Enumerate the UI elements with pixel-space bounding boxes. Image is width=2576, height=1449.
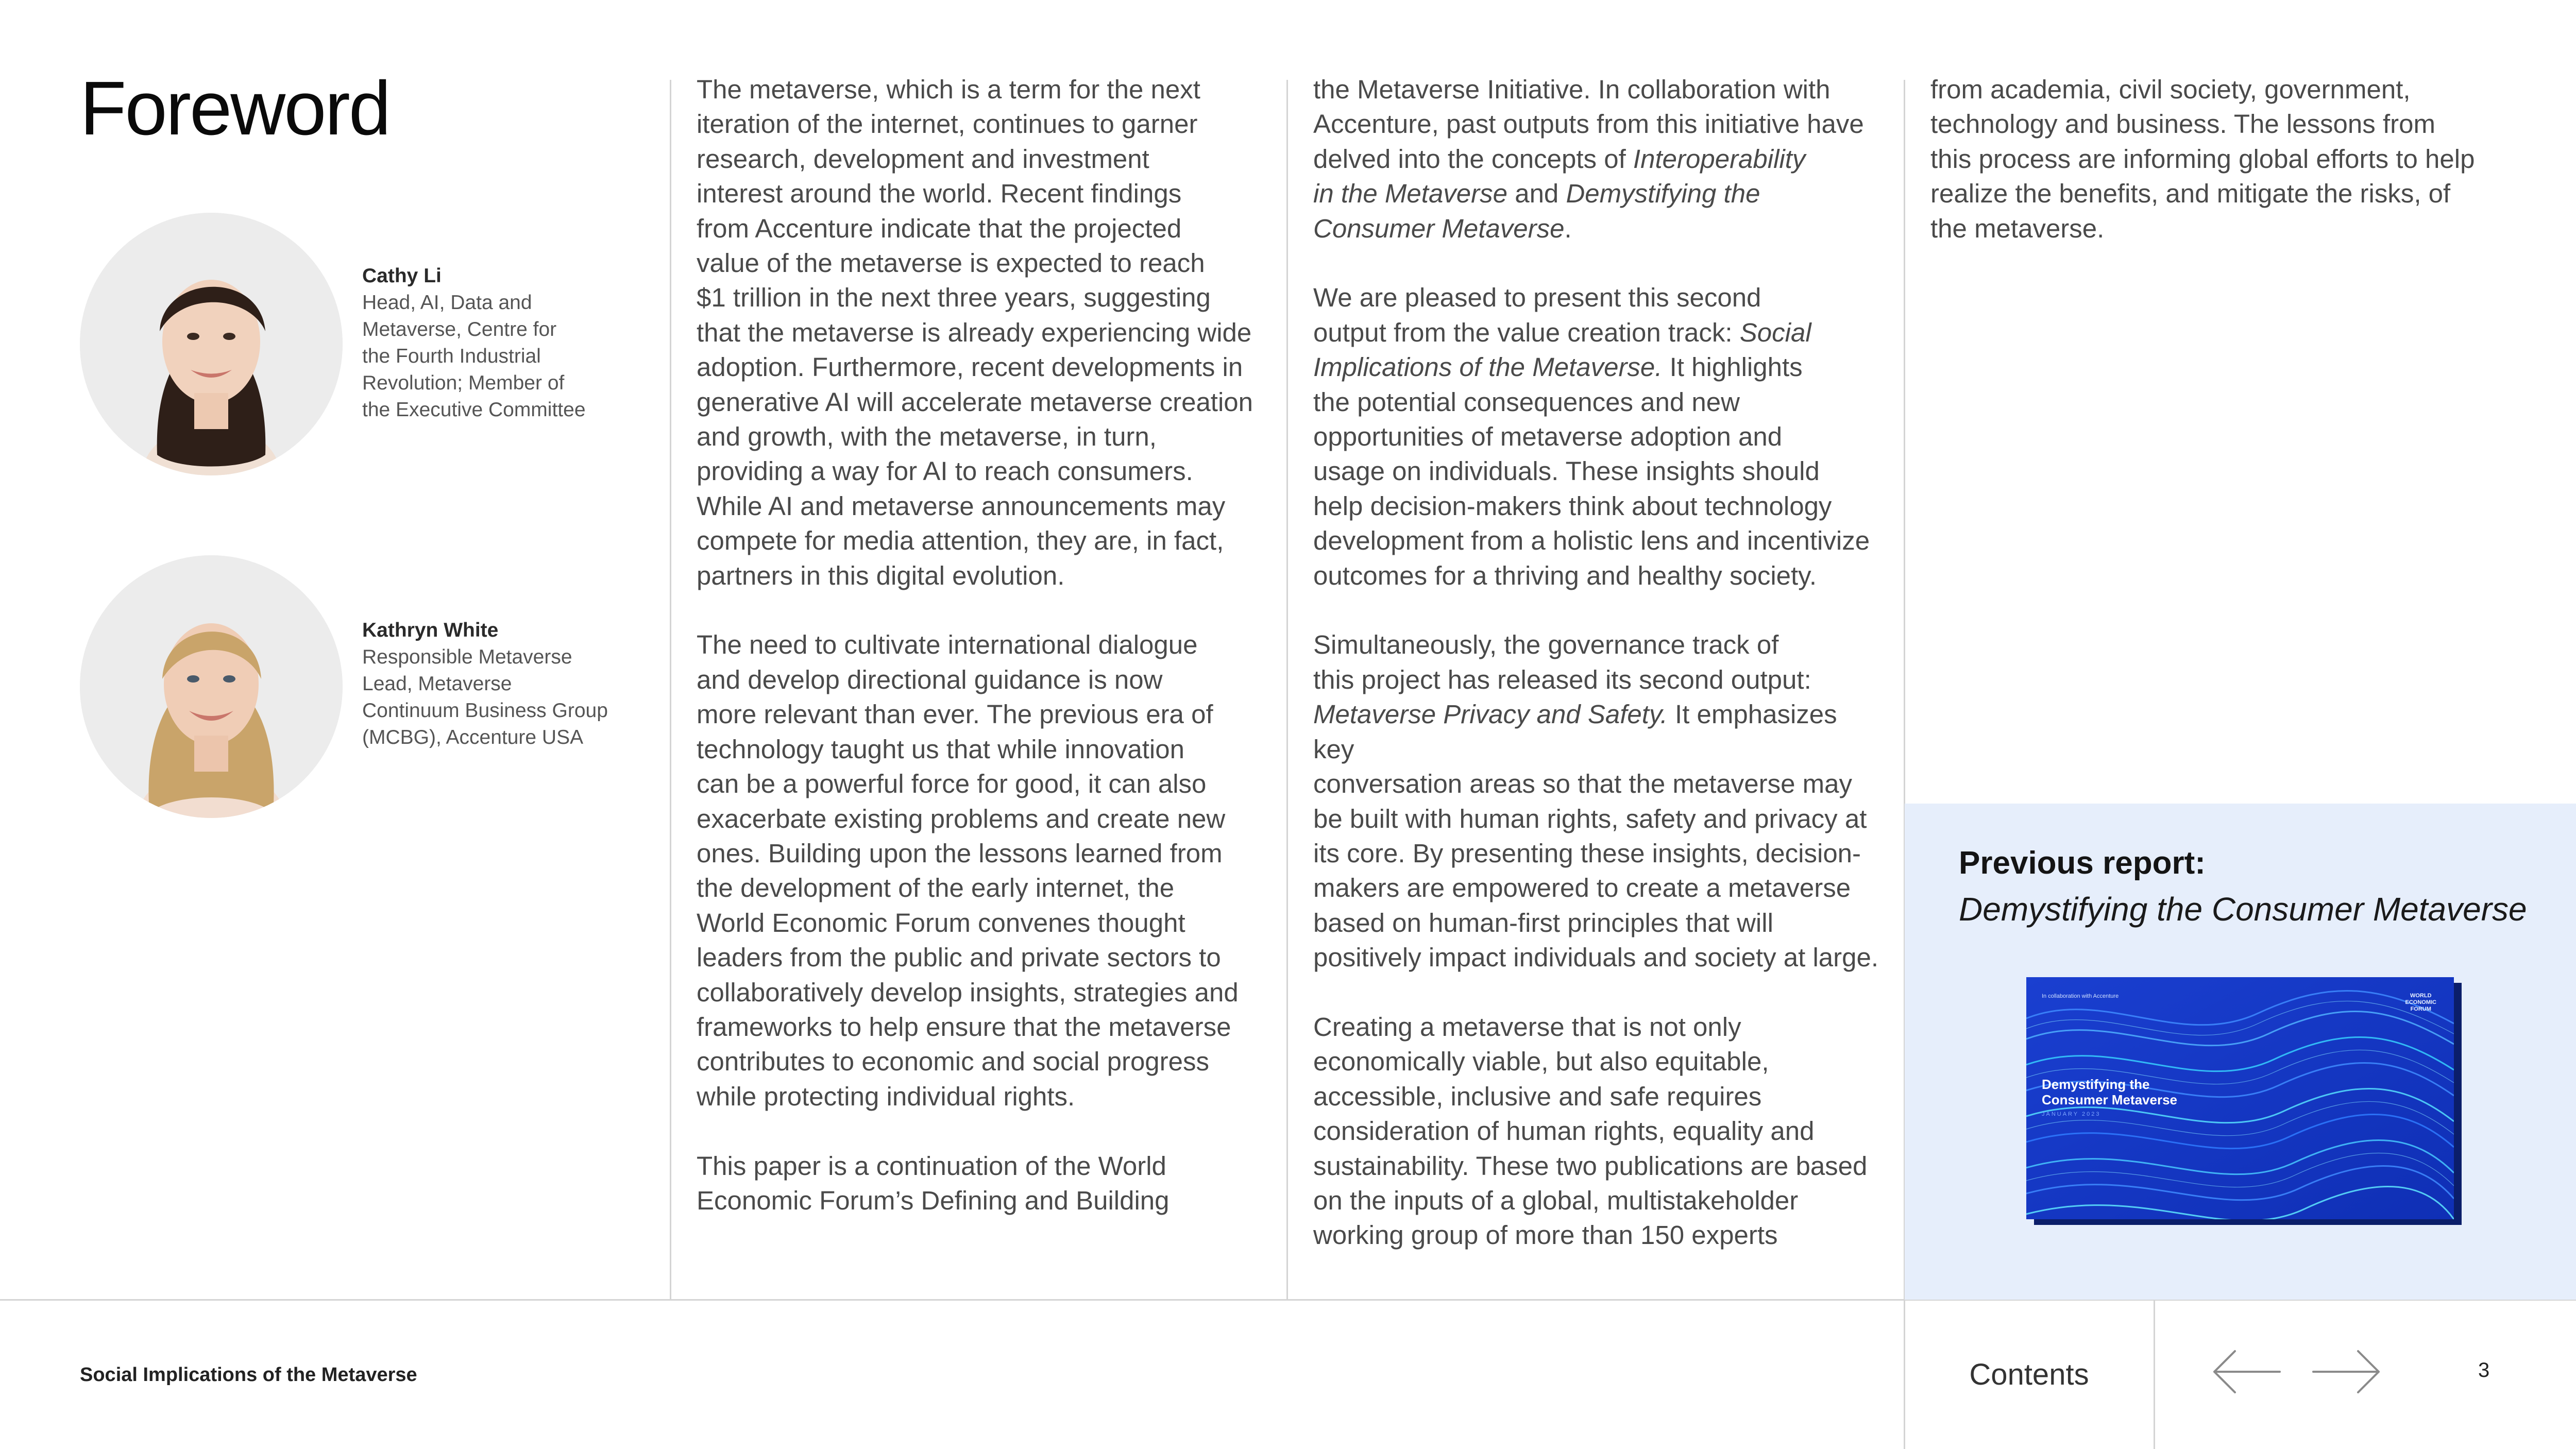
body-line: makers are empowered to create a metaverse <box>1313 873 1851 903</box>
body-line: its core. By presenting these insights, decision- <box>1313 838 1861 868</box>
column-divider <box>670 80 671 1301</box>
body-line: development from a holistic lens and incentivize <box>1313 526 1870 556</box>
body-line: While AI and metaverse announcements may <box>697 491 1226 521</box>
body-line: Simultaneously, the governance track of <box>1313 630 1779 660</box>
logo-line: ECONOMIC <box>2405 999 2436 1005</box>
logo-line: WORLD <box>2410 993 2432 999</box>
body-line: partners in this digital evolution. <box>697 560 1065 590</box>
body-line: the metaverse. <box>1930 213 2105 243</box>
body-line: This paper is a continuation of the World <box>697 1151 1166 1181</box>
body-line: opportunities of metaverse adoption and <box>1313 422 1783 452</box>
body-line: can be a powerful force for good, it can also <box>697 769 1207 799</box>
body-line: contributes to economic and social progress <box>697 1047 1210 1077</box>
author-role-line: Head, AI, Data and <box>362 292 532 314</box>
author-card-kathryn-white <box>362 617 651 751</box>
body-line: technology taught us that while innovation <box>697 734 1184 764</box>
wef-logo <box>2405 993 2437 1013</box>
body-line: The metaverse, which is a term for the next <box>697 75 1200 104</box>
footer-divider <box>2154 1300 2155 1449</box>
cover-title-line: Consumer Metaverse <box>2042 1092 2177 1107</box>
column-divider <box>1286 80 1288 1301</box>
body-line: iteration of the internet, continues to garner <box>697 109 1198 139</box>
body-paragraph <box>697 1149 1268 1218</box>
portrait-image <box>80 213 343 475</box>
body-line: Implications of the Metaverse. It highlights <box>1313 352 1803 382</box>
body-line: the development of the early internet, the <box>697 873 1175 903</box>
body-paragraph <box>1313 1010 1885 1253</box>
author-role-line: (MCBG), Accenture USA <box>362 726 584 748</box>
body-column-3 <box>1930 72 2502 246</box>
footer-report-title: Social Implications of the Metaverse <box>80 1364 417 1386</box>
body-line: interest around the world. Recent findings <box>697 179 1182 209</box>
body-line: Consumer Metaverse. <box>1313 213 1572 243</box>
body-line: from academia, civil society, government, <box>1930 75 2411 104</box>
author-name: Cathy Li <box>362 265 442 287</box>
body-paragraph <box>1930 72 2502 246</box>
author-name: Kathryn White <box>362 619 499 641</box>
body-line: Metaverse Privacy and Safety. It emphasizes key <box>1313 700 1837 764</box>
page-title: Foreword <box>80 66 390 151</box>
body-line: World Economic Forum convenes thought <box>697 908 1185 937</box>
body-line: collaboratively develop insights, strategies and <box>697 977 1239 1007</box>
body-line: and develop directional guidance is now <box>697 664 1163 694</box>
author-card-cathy-li <box>362 263 651 423</box>
body-line: sustainability. These two publications are based <box>1313 1151 1868 1181</box>
body-line: technology and business. The lessons from <box>1930 109 2435 139</box>
body-line: while protecting individual rights. <box>697 1081 1075 1111</box>
body-line: usage on individuals. These insights should <box>1313 456 1820 486</box>
body-line: $1 trillion in the next three years, suggesting <box>697 283 1211 313</box>
body-line: providing a way for AI to reach consumers. <box>697 456 1193 486</box>
portrait-image <box>80 555 343 818</box>
author-role-line: Lead, Metaverse <box>362 673 512 695</box>
body-line: the potential consequences and new <box>1313 387 1740 417</box>
author-photo-cathy-li <box>80 213 343 475</box>
previous-report-cover[interactable] <box>2026 977 2454 1219</box>
body-line: be built with human rights, safety and privacy at <box>1313 804 1867 833</box>
body-line: generative AI will accelerate metaverse creation <box>697 387 1253 417</box>
cover-collab-note: In collaboration with Accenture <box>2042 993 2119 999</box>
arrow-left-icon[interactable] <box>2210 1346 2282 1397</box>
body-line: outcomes for a thriving and healthy society. <box>1313 560 1817 590</box>
logo-line: FORUM <box>2410 1006 2431 1012</box>
body-line: research, development and investment <box>697 144 1149 174</box>
body-line: this project has released its second output: <box>1313 664 1811 694</box>
body-line: more relevant than ever. The previous era of <box>697 700 1213 729</box>
body-line: Creating a metaverse that is not only <box>1313 1012 1741 1042</box>
body-line: accessible, inclusive and safe requires <box>1313 1081 1762 1111</box>
body-line: delved into the concepts of Interoperability <box>1313 144 1806 174</box>
body-line: value of the metaverse is expected to reach <box>697 248 1205 278</box>
body-line: positively impact individuals and society at large. <box>1313 943 1879 973</box>
body-line: ones. Building upon the lessons learned from <box>697 838 1223 868</box>
body-line: economically viable, but also equitable, <box>1313 1047 1769 1077</box>
author-role-line: the Fourth Industrial <box>362 345 541 367</box>
arrow-right-icon[interactable] <box>2311 1346 2383 1397</box>
author-role-line: Metaverse, Centre for <box>362 318 557 340</box>
body-line: consideration of human rights, equality and <box>1313 1116 1815 1146</box>
contents-button[interactable]: Contents <box>1969 1357 2089 1391</box>
author-role-line: the Executive Committee <box>362 399 586 421</box>
body-line: exacerbate existing problems and create new <box>697 804 1226 833</box>
cover-title-line: Demystifying the <box>2042 1077 2150 1092</box>
body-line: in the Metaverse and Demystifying the <box>1313 179 1760 209</box>
author-role-line: Revolution; Member of <box>362 372 565 394</box>
body-line: help decision-makers think about technology <box>1313 491 1832 521</box>
page-number: 3 <box>2478 1359 2490 1382</box>
body-paragraph <box>1313 280 1885 593</box>
author-photo-kathryn-white <box>80 555 343 818</box>
body-line: from Accenture indicate that the projected <box>697 213 1182 243</box>
body-line: We are pleased to present this second <box>1313 283 1761 313</box>
body-line: adoption. Furthermore, recent developments in <box>697 352 1243 382</box>
body-paragraph <box>697 72 1268 593</box>
cover-title <box>2042 1077 2177 1107</box>
body-line: conversation areas so that the metaverse may <box>1313 769 1853 799</box>
body-paragraph <box>1313 627 1885 975</box>
previous-report-title[interactable]: Demystifying the Consumer Metaverse <box>1959 891 2527 928</box>
body-line: and growth, with the metaverse, in turn, <box>697 422 1157 452</box>
author-role-line: Responsible Metaverse <box>362 646 572 668</box>
author-role-line: Continuum Business Group <box>362 700 608 722</box>
body-line: that the metaverse is already experiencing wide <box>697 317 1252 347</box>
body-line: Accenture, past outputs from this initiative have <box>1313 109 1864 139</box>
body-line: on the inputs of a global, multistakeholder <box>1313 1185 1799 1215</box>
body-line: Economic Forum’s Defining and Building <box>697 1185 1170 1215</box>
body-line: leaders from the public and private sectors to <box>697 943 1221 973</box>
body-line: based on human-first principles that will <box>1313 908 1773 937</box>
cover-date: JANUARY 2023 <box>2042 1111 2101 1117</box>
body-paragraph <box>1313 72 1885 246</box>
body-paragraph <box>697 627 1268 1114</box>
body-column-2 <box>1313 72 1885 1253</box>
body-line: frameworks to help ensure that the metaverse <box>697 1012 1231 1042</box>
body-line: realize the benefits, and mitigate the risks, of <box>1930 179 2451 209</box>
body-line: The need to cultivate international dialogue <box>697 630 1198 660</box>
body-line: working group of more than 150 experts <box>1313 1220 1778 1250</box>
body-column-1 <box>697 72 1268 1218</box>
body-line: the Metaverse Initiative. In collaboration with <box>1313 75 1831 104</box>
previous-report-heading: Previous report: <box>1959 845 2206 881</box>
body-line: output from the value creation track: Social <box>1313 317 1811 347</box>
body-line: compete for media attention, they are, in fact, <box>697 526 1224 556</box>
body-line: this process are informing global efforts to help <box>1930 144 2475 174</box>
